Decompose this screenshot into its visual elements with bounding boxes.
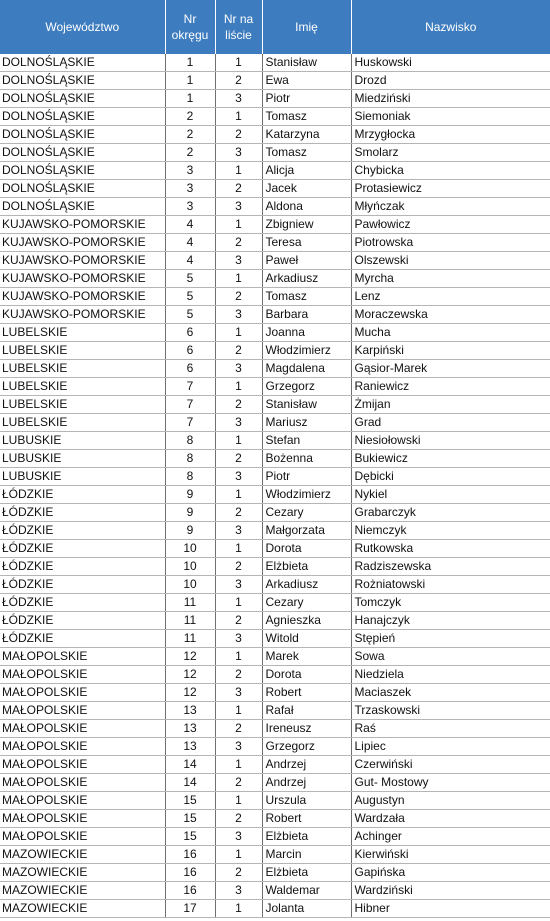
cell-nr-na-liscie: 2 bbox=[215, 234, 262, 252]
table-row bbox=[0, 468, 550, 486]
cell-wojewodztwo: LUBUSKIE bbox=[0, 468, 165, 486]
cell-imie: Jolanta bbox=[262, 900, 351, 918]
cell-nr-okregu: 10 bbox=[165, 558, 215, 576]
cell-imie: Ewa bbox=[262, 72, 351, 90]
table-header bbox=[0, 0, 550, 54]
cell-nr-na-liscie: 1 bbox=[215, 432, 262, 450]
cell-nr-okregu: 17 bbox=[165, 900, 215, 918]
cell-imie: Arkadiusz bbox=[262, 576, 351, 594]
cell-wojewodztwo: DOLNOŚLĄSKIE bbox=[0, 198, 165, 216]
cell-nr-na-liscie: 1 bbox=[215, 648, 262, 666]
cell-wojewodztwo: LUBELSKIE bbox=[0, 342, 165, 360]
cell-nr-na-liscie: 2 bbox=[215, 450, 262, 468]
cell-wojewodztwo: LUBELSKIE bbox=[0, 324, 165, 342]
cell-nr-na-liscie: 3 bbox=[215, 198, 262, 216]
cell-nr-na-liscie: 3 bbox=[215, 522, 262, 540]
cell-nr-na-liscie: 3 bbox=[215, 684, 262, 702]
cell-wojewodztwo: MAZOWIECKIE bbox=[0, 882, 165, 900]
cell-wojewodztwo: KUJAWSKO-POMORSKIE bbox=[0, 306, 165, 324]
cell-nazwisko: Maciaszek bbox=[351, 684, 550, 702]
cell-imie: Stanisław bbox=[262, 396, 351, 414]
cell-nazwisko: Olszewski bbox=[351, 252, 550, 270]
cell-nazwisko: Gapińska bbox=[351, 864, 550, 882]
cell-nr-okregu: 9 bbox=[165, 486, 215, 504]
cell-imie: Bożenna bbox=[262, 450, 351, 468]
cell-nr-okregu: 4 bbox=[165, 252, 215, 270]
cell-nr-na-liscie: 2 bbox=[215, 558, 262, 576]
cell-imie: Robert bbox=[262, 684, 351, 702]
cell-nr-na-liscie: 3 bbox=[215, 90, 262, 108]
cell-nazwisko: Mucha bbox=[351, 324, 550, 342]
cell-wojewodztwo: DOLNOŚLĄSKIE bbox=[0, 72, 165, 90]
cell-nr-na-liscie: 1 bbox=[215, 54, 262, 72]
table-row bbox=[0, 684, 550, 702]
cell-nr-na-liscie: 3 bbox=[215, 360, 262, 378]
cell-wojewodztwo: KUJAWSKO-POMORSKIE bbox=[0, 216, 165, 234]
cell-imie: Tomasz bbox=[262, 108, 351, 126]
table-row bbox=[0, 270, 550, 288]
cell-wojewodztwo: DOLNOŚLĄSKIE bbox=[0, 162, 165, 180]
cell-nr-na-liscie: 2 bbox=[215, 126, 262, 144]
cell-wojewodztwo: MAŁOPOLSKIE bbox=[0, 720, 165, 738]
header-nr-na-liscie: Nr na liście bbox=[215, 0, 262, 54]
table-row bbox=[0, 378, 550, 396]
table-row bbox=[0, 144, 550, 162]
cell-nr-na-liscie: 3 bbox=[215, 738, 262, 756]
cell-nr-na-liscie: 3 bbox=[215, 576, 262, 594]
cell-nr-na-liscie: 2 bbox=[215, 612, 262, 630]
cell-wojewodztwo: MAZOWIECKIE bbox=[0, 846, 165, 864]
header-nr-okregu: Nr okręgu bbox=[165, 0, 215, 54]
cell-imie: Zbigniew bbox=[262, 216, 351, 234]
cell-nr-na-liscie: 3 bbox=[215, 306, 262, 324]
cell-nr-na-liscie: 1 bbox=[215, 270, 262, 288]
cell-imie: Stanisław bbox=[262, 54, 351, 72]
cell-nr-na-liscie: 2 bbox=[215, 288, 262, 306]
cell-nr-okregu: 15 bbox=[165, 828, 215, 846]
cell-nr-okregu: 4 bbox=[165, 234, 215, 252]
cell-nazwisko: Sowa bbox=[351, 648, 550, 666]
cell-nazwisko: Grabarczyk bbox=[351, 504, 550, 522]
cell-imie: Witold bbox=[262, 630, 351, 648]
table-row bbox=[0, 612, 550, 630]
table-row bbox=[0, 54, 550, 72]
table-row bbox=[0, 720, 550, 738]
table-row bbox=[0, 774, 550, 792]
cell-nr-okregu: 6 bbox=[165, 324, 215, 342]
cell-nazwisko: Nykiel bbox=[351, 486, 550, 504]
cell-nr-na-liscie: 1 bbox=[215, 108, 262, 126]
table-row bbox=[0, 252, 550, 270]
table-row bbox=[0, 72, 550, 90]
cell-wojewodztwo: MAŁOPOLSKIE bbox=[0, 702, 165, 720]
cell-nr-na-liscie: 2 bbox=[215, 396, 262, 414]
cell-wojewodztwo: DOLNOŚLĄSKIE bbox=[0, 180, 165, 198]
table-row bbox=[0, 648, 550, 666]
cell-nazwisko: Stępień bbox=[351, 630, 550, 648]
cell-nr-okregu: 15 bbox=[165, 792, 215, 810]
cell-nr-na-liscie: 3 bbox=[215, 144, 262, 162]
cell-wojewodztwo: ŁÓDZKIE bbox=[0, 522, 165, 540]
table-row bbox=[0, 522, 550, 540]
cell-nr-okregu: 12 bbox=[165, 684, 215, 702]
cell-imie: Barbara bbox=[262, 306, 351, 324]
cell-nr-okregu: 8 bbox=[165, 450, 215, 468]
cell-imie: Elżbieta bbox=[262, 864, 351, 882]
cell-nazwisko: Hibner bbox=[351, 900, 550, 918]
cell-nr-na-liscie: 2 bbox=[215, 666, 262, 684]
cell-imie: Robert bbox=[262, 810, 351, 828]
cell-nr-na-liscie: 3 bbox=[215, 468, 262, 486]
cell-nr-okregu: 2 bbox=[165, 108, 215, 126]
cell-nr-okregu: 12 bbox=[165, 666, 215, 684]
cell-imie: Elżbieta bbox=[262, 828, 351, 846]
cell-nr-okregu: 1 bbox=[165, 54, 215, 72]
cell-nazwisko: Rutkowska bbox=[351, 540, 550, 558]
cell-nazwisko: Chybicka bbox=[351, 162, 550, 180]
cell-wojewodztwo: KUJAWSKO-POMORSKIE bbox=[0, 252, 165, 270]
header-imie: Imię bbox=[262, 0, 351, 54]
cell-imie: Grzegorz bbox=[262, 738, 351, 756]
cell-nr-na-liscie: 1 bbox=[215, 378, 262, 396]
cell-wojewodztwo: KUJAWSKO-POMORSKIE bbox=[0, 288, 165, 306]
cell-wojewodztwo: MAŁOPOLSKIE bbox=[0, 792, 165, 810]
cell-imie: Tomasz bbox=[262, 144, 351, 162]
cell-nr-na-liscie: 2 bbox=[215, 864, 262, 882]
cell-imie: Marcin bbox=[262, 846, 351, 864]
cell-nazwisko: Raś bbox=[351, 720, 550, 738]
cell-wojewodztwo: MAZOWIECKIE bbox=[0, 864, 165, 882]
cell-nr-okregu: 10 bbox=[165, 540, 215, 558]
cell-nr-na-liscie: 2 bbox=[215, 720, 262, 738]
cell-wojewodztwo: DOLNOŚLĄSKIE bbox=[0, 126, 165, 144]
table-row bbox=[0, 126, 550, 144]
cell-imie: Włodzimierz bbox=[262, 342, 351, 360]
cell-imie: Włodzimierz bbox=[262, 486, 351, 504]
header-row bbox=[0, 0, 550, 54]
table-row bbox=[0, 486, 550, 504]
cell-nr-na-liscie: 1 bbox=[215, 594, 262, 612]
cell-nazwisko: Radziszewska bbox=[351, 558, 550, 576]
cell-nr-na-liscie: 2 bbox=[215, 810, 262, 828]
cell-nr-na-liscie: 1 bbox=[215, 702, 262, 720]
cell-nr-okregu: 14 bbox=[165, 756, 215, 774]
cell-imie: Katarzyna bbox=[262, 126, 351, 144]
cell-wojewodztwo: LUBELSKIE bbox=[0, 378, 165, 396]
cell-nazwisko: Żmijan bbox=[351, 396, 550, 414]
cell-wojewodztwo: KUJAWSKO-POMORSKIE bbox=[0, 234, 165, 252]
table-row bbox=[0, 702, 550, 720]
cell-imie: Grzegorz bbox=[262, 378, 351, 396]
cell-nazwisko: Rożniatowski bbox=[351, 576, 550, 594]
cell-nr-okregu: 1 bbox=[165, 90, 215, 108]
cell-wojewodztwo: MAŁOPOLSKIE bbox=[0, 828, 165, 846]
cell-nr-okregu: 12 bbox=[165, 648, 215, 666]
cell-imie: Andrzej bbox=[262, 756, 351, 774]
cell-nr-na-liscie: 1 bbox=[215, 324, 262, 342]
cell-wojewodztwo: DOLNOŚLĄSKIE bbox=[0, 54, 165, 72]
cell-nr-okregu: 16 bbox=[165, 864, 215, 882]
table-row bbox=[0, 594, 550, 612]
cell-nr-okregu: 2 bbox=[165, 144, 215, 162]
cell-nr-okregu: 7 bbox=[165, 396, 215, 414]
cell-imie: Dorota bbox=[262, 666, 351, 684]
cell-imie: Joanna bbox=[262, 324, 351, 342]
header-nazwisko: Nazwisko bbox=[351, 0, 550, 54]
cell-imie: Aldona bbox=[262, 198, 351, 216]
cell-wojewodztwo: ŁÓDZKIE bbox=[0, 630, 165, 648]
cell-nr-okregu: 13 bbox=[165, 720, 215, 738]
cell-nr-okregu: 6 bbox=[165, 360, 215, 378]
table-row bbox=[0, 342, 550, 360]
table-body bbox=[0, 54, 550, 918]
cell-nazwisko: Moraczewska bbox=[351, 306, 550, 324]
cell-nr-okregu: 5 bbox=[165, 270, 215, 288]
table-row bbox=[0, 756, 550, 774]
cell-wojewodztwo: MAŁOPOLSKIE bbox=[0, 774, 165, 792]
cell-nr-okregu: 5 bbox=[165, 288, 215, 306]
table-row bbox=[0, 162, 550, 180]
cell-nr-okregu: 13 bbox=[165, 702, 215, 720]
cell-wojewodztwo: LUBELSKIE bbox=[0, 396, 165, 414]
cell-nr-okregu: 16 bbox=[165, 846, 215, 864]
table-row bbox=[0, 504, 550, 522]
cell-imie: Małgorzata bbox=[262, 522, 351, 540]
cell-nazwisko: Wardziński bbox=[351, 882, 550, 900]
cell-nr-okregu: 9 bbox=[165, 522, 215, 540]
cell-imie: Rafał bbox=[262, 702, 351, 720]
table-row bbox=[0, 792, 550, 810]
cell-nazwisko: Lipiec bbox=[351, 738, 550, 756]
table-row bbox=[0, 306, 550, 324]
cell-nr-okregu: 7 bbox=[165, 378, 215, 396]
cell-nr-okregu: 8 bbox=[165, 432, 215, 450]
cell-imie: Jacek bbox=[262, 180, 351, 198]
cell-imie: Andrzej bbox=[262, 774, 351, 792]
cell-nr-okregu: 16 bbox=[165, 882, 215, 900]
table-row bbox=[0, 576, 550, 594]
cell-wojewodztwo: ŁÓDZKIE bbox=[0, 612, 165, 630]
cell-imie: Dorota bbox=[262, 540, 351, 558]
cell-wojewodztwo: LUBELSKIE bbox=[0, 360, 165, 378]
cell-wojewodztwo: DOLNOŚLĄSKIE bbox=[0, 90, 165, 108]
cell-nazwisko: Dębicki bbox=[351, 468, 550, 486]
table-row bbox=[0, 846, 550, 864]
cell-wojewodztwo: DOLNOŚLĄSKIE bbox=[0, 108, 165, 126]
cell-wojewodztwo: MAŁOPOLSKIE bbox=[0, 666, 165, 684]
table-row bbox=[0, 234, 550, 252]
cell-nazwisko: Smolarz bbox=[351, 144, 550, 162]
cell-imie: Magdalena bbox=[262, 360, 351, 378]
cell-nazwisko: Czerwiński bbox=[351, 756, 550, 774]
cell-wojewodztwo: LUBELSKIE bbox=[0, 414, 165, 432]
cell-nazwisko: Gąsior-Marek bbox=[351, 360, 550, 378]
table-row bbox=[0, 216, 550, 234]
table-row bbox=[0, 108, 550, 126]
cell-wojewodztwo: LUBUSKIE bbox=[0, 450, 165, 468]
cell-nr-na-liscie: 1 bbox=[215, 792, 262, 810]
cell-nazwisko: Lenz bbox=[351, 288, 550, 306]
cell-nr-na-liscie: 1 bbox=[215, 846, 262, 864]
table-row bbox=[0, 738, 550, 756]
cell-nr-okregu: 1 bbox=[165, 72, 215, 90]
cell-imie: Alicja bbox=[262, 162, 351, 180]
cell-nazwisko: Trzaskowski bbox=[351, 702, 550, 720]
cell-wojewodztwo: ŁÓDZKIE bbox=[0, 504, 165, 522]
cell-imie: Marek bbox=[262, 648, 351, 666]
cell-nazwisko: Niedziela bbox=[351, 666, 550, 684]
cell-nazwisko: Hanajczyk bbox=[351, 612, 550, 630]
cell-nr-na-liscie: 3 bbox=[215, 828, 262, 846]
table-row bbox=[0, 198, 550, 216]
cell-nazwisko: Huskowski bbox=[351, 54, 550, 72]
cell-nazwisko: Bukiewicz bbox=[351, 450, 550, 468]
cell-imie: Cezary bbox=[262, 594, 351, 612]
cell-nazwisko: Gut- Mostowy bbox=[351, 774, 550, 792]
cell-nazwisko: Protasiewicz bbox=[351, 180, 550, 198]
table-row bbox=[0, 882, 550, 900]
cell-nazwisko: Kierwiński bbox=[351, 846, 550, 864]
cell-wojewodztwo: MAŁOPOLSKIE bbox=[0, 810, 165, 828]
cell-nr-okregu: 7 bbox=[165, 414, 215, 432]
table-row bbox=[0, 90, 550, 108]
table-row bbox=[0, 288, 550, 306]
cell-wojewodztwo: MAŁOPOLSKIE bbox=[0, 738, 165, 756]
cell-nazwisko: Myrcha bbox=[351, 270, 550, 288]
cell-nazwisko: Wardzała bbox=[351, 810, 550, 828]
cell-imie: Mariusz bbox=[262, 414, 351, 432]
cell-nazwisko: Niemczyk bbox=[351, 522, 550, 540]
cell-nr-okregu: 3 bbox=[165, 162, 215, 180]
cell-wojewodztwo: LUBUSKIE bbox=[0, 432, 165, 450]
cell-nr-okregu: 13 bbox=[165, 738, 215, 756]
table-row bbox=[0, 432, 550, 450]
cell-nazwisko: Drozd bbox=[351, 72, 550, 90]
cell-imie: Waldemar bbox=[262, 882, 351, 900]
cell-nr-okregu: 9 bbox=[165, 504, 215, 522]
cell-nr-okregu: 11 bbox=[165, 594, 215, 612]
cell-imie: Elżbieta bbox=[262, 558, 351, 576]
table-row bbox=[0, 450, 550, 468]
table-row bbox=[0, 666, 550, 684]
cell-nr-na-liscie: 2 bbox=[215, 72, 262, 90]
cell-nazwisko: Młyńczak bbox=[351, 198, 550, 216]
table-row bbox=[0, 540, 550, 558]
table-row bbox=[0, 558, 550, 576]
cell-wojewodztwo: ŁÓDZKIE bbox=[0, 486, 165, 504]
cell-nr-okregu: 8 bbox=[165, 468, 215, 486]
cell-nazwisko: Piotrowska bbox=[351, 234, 550, 252]
cell-wojewodztwo: MAZOWIECKIE bbox=[0, 900, 165, 918]
table-row bbox=[0, 396, 550, 414]
cell-wojewodztwo: ŁÓDZKIE bbox=[0, 558, 165, 576]
table-row bbox=[0, 864, 550, 882]
table-row bbox=[0, 360, 550, 378]
cell-nr-okregu: 6 bbox=[165, 342, 215, 360]
cell-nr-okregu: 11 bbox=[165, 630, 215, 648]
cell-wojewodztwo: MAŁOPOLSKIE bbox=[0, 648, 165, 666]
cell-nazwisko: Augustyn bbox=[351, 792, 550, 810]
table-row bbox=[0, 414, 550, 432]
header-wojewodztwo: Województwo bbox=[0, 0, 165, 54]
cell-nr-okregu: 4 bbox=[165, 216, 215, 234]
cell-nazwisko: Pawłowicz bbox=[351, 216, 550, 234]
cell-nazwisko: Miedziński bbox=[351, 90, 550, 108]
cell-nazwisko: Karpiński bbox=[351, 342, 550, 360]
cell-nazwisko: Grad bbox=[351, 414, 550, 432]
cell-nr-na-liscie: 2 bbox=[215, 180, 262, 198]
cell-nr-okregu: 15 bbox=[165, 810, 215, 828]
cell-nr-na-liscie: 2 bbox=[215, 504, 262, 522]
cell-nr-na-liscie: 3 bbox=[215, 882, 262, 900]
cell-nazwisko: Mrzygłocka bbox=[351, 126, 550, 144]
cell-nr-na-liscie: 1 bbox=[215, 900, 262, 918]
cell-imie: Piotr bbox=[262, 468, 351, 486]
cell-nr-na-liscie: 3 bbox=[215, 414, 262, 432]
cell-nr-na-liscie: 2 bbox=[215, 342, 262, 360]
cell-nr-okregu: 10 bbox=[165, 576, 215, 594]
cell-wojewodztwo: ŁÓDZKIE bbox=[0, 576, 165, 594]
table-row bbox=[0, 180, 550, 198]
cell-nr-na-liscie: 1 bbox=[215, 756, 262, 774]
cell-wojewodztwo: MAŁOPOLSKIE bbox=[0, 756, 165, 774]
cell-nazwisko: Siemoniak bbox=[351, 108, 550, 126]
cell-nr-okregu: 2 bbox=[165, 126, 215, 144]
cell-nr-okregu: 14 bbox=[165, 774, 215, 792]
cell-nr-na-liscie: 2 bbox=[215, 774, 262, 792]
cell-imie: Piotr bbox=[262, 90, 351, 108]
cell-imie: Ireneusz bbox=[262, 720, 351, 738]
cell-wojewodztwo: ŁÓDZKIE bbox=[0, 540, 165, 558]
cell-nr-okregu: 3 bbox=[165, 198, 215, 216]
cell-nr-na-liscie: 1 bbox=[215, 216, 262, 234]
cell-nr-okregu: 11 bbox=[165, 612, 215, 630]
cell-wojewodztwo: ŁÓDZKIE bbox=[0, 594, 165, 612]
cell-nr-na-liscie: 1 bbox=[215, 540, 262, 558]
cell-imie: Urszula bbox=[262, 792, 351, 810]
cell-wojewodztwo: DOLNOŚLĄSKIE bbox=[0, 144, 165, 162]
cell-nr-okregu: 5 bbox=[165, 306, 215, 324]
table-row bbox=[0, 828, 550, 846]
cell-imie: Tomasz bbox=[262, 288, 351, 306]
cell-imie: Cezary bbox=[262, 504, 351, 522]
cell-nr-okregu: 3 bbox=[165, 180, 215, 198]
cell-nr-na-liscie: 3 bbox=[215, 252, 262, 270]
cell-wojewodztwo: MAŁOPOLSKIE bbox=[0, 684, 165, 702]
cell-nr-na-liscie: 1 bbox=[215, 162, 262, 180]
cell-nazwisko: Achinger bbox=[351, 828, 550, 846]
cell-nazwisko: Raniewicz bbox=[351, 378, 550, 396]
table-row bbox=[0, 900, 550, 918]
table-row bbox=[0, 630, 550, 648]
cell-wojewodztwo: KUJAWSKO-POMORSKIE bbox=[0, 270, 165, 288]
table-row bbox=[0, 324, 550, 342]
cell-nr-na-liscie: 3 bbox=[215, 630, 262, 648]
cell-imie: Paweł bbox=[262, 252, 351, 270]
cell-imie: Stefan bbox=[262, 432, 351, 450]
cell-imie: Agnieszka bbox=[262, 612, 351, 630]
cell-imie: Teresa bbox=[262, 234, 351, 252]
cell-imie: Arkadiusz bbox=[262, 270, 351, 288]
cell-nazwisko: Tomczyk bbox=[351, 594, 550, 612]
table-row bbox=[0, 810, 550, 828]
cell-nr-na-liscie: 1 bbox=[215, 486, 262, 504]
cell-nazwisko: Niesiołowski bbox=[351, 432, 550, 450]
